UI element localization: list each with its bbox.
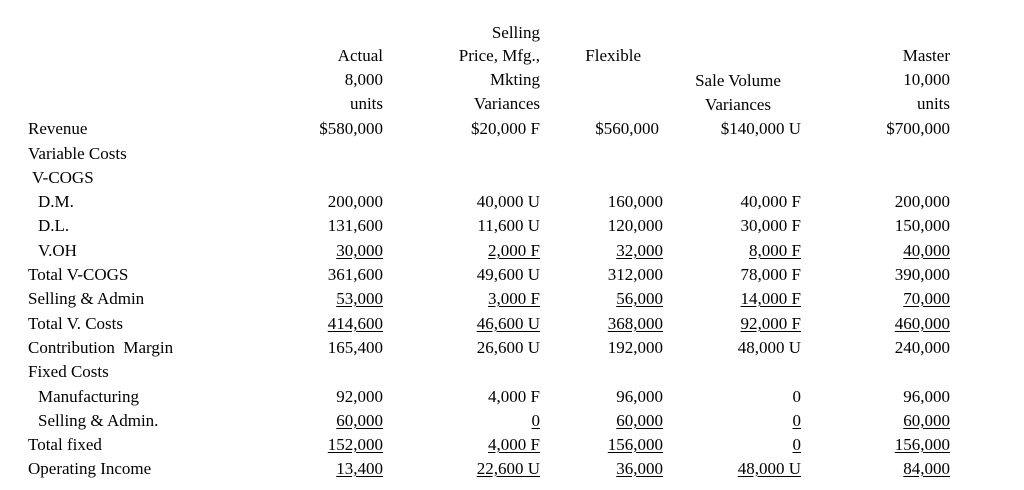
header-actual-line1: Actual <box>337 46 383 65</box>
cell-svv: 48,000 U <box>737 338 801 357</box>
cell-actual: 13,400 <box>336 459 383 478</box>
header-spv-line4: Variances <box>473 94 540 113</box>
cell-flexible: 96,000 <box>616 387 663 406</box>
cell-flexible: 32,000 <box>616 241 663 260</box>
cell-spv: 2,000 F <box>488 241 540 260</box>
cell-flexible: 120,000 <box>607 216 663 235</box>
cell-spv: 4,000 F <box>488 387 540 406</box>
cell-spv: 4,000 F <box>488 435 540 454</box>
cell-master: 156,000 <box>894 435 950 454</box>
cell-actual: 30,000 <box>336 241 383 260</box>
cell-actual: 361,600 <box>327 265 383 284</box>
header-master-line1: Master <box>902 46 950 65</box>
cell-svv: 8,000 F <box>749 241 801 260</box>
cell-spv: 46,600 U <box>476 314 540 333</box>
cell-flexible: $560,000 <box>595 119 659 138</box>
cell-spv: 26,600 U <box>476 338 540 357</box>
row-label-variable-costs: Variable Costs <box>28 144 127 163</box>
cell-spv: 49,600 U <box>476 265 540 284</box>
cell-master: 240,000 <box>894 338 950 357</box>
header-flexible: Flexible <box>585 46 641 65</box>
cell-master: 60,000 <box>903 411 950 430</box>
cell-flexible: 36,000 <box>616 459 663 478</box>
cell-spv: 11,600 U <box>477 216 540 235</box>
row-label-vcogs: V-COGS <box>28 168 94 187</box>
cell-svv: 92,000 F <box>740 314 801 333</box>
cell-svv: 14,000 F <box>740 289 801 308</box>
row-label-voh: V.OH <box>38 241 77 260</box>
row-label-dm: D.M. <box>38 192 74 211</box>
cell-flexible: 60,000 <box>616 411 663 430</box>
cell-flexible: 192,000 <box>607 338 663 357</box>
cell-master: 40,000 <box>903 241 950 260</box>
cell-actual: 414,600 <box>327 314 383 333</box>
header-actual-line2: 8,000 <box>344 70 383 89</box>
header-svv-line2: Variances <box>704 95 772 114</box>
header-spv-line1: Selling <box>491 23 540 42</box>
header-spv-line2: Price, Mfg., <box>458 46 540 65</box>
row-label-total-v-costs: Total V. Costs <box>28 314 124 333</box>
cell-master: 70,000 <box>903 289 950 308</box>
row-label-operating-income: Operating Income <box>28 459 152 478</box>
cell-flexible: 312,000 <box>607 265 663 284</box>
cell-flexible: 56,000 <box>616 289 663 308</box>
cell-svv: 30,000 F <box>740 216 801 235</box>
cell-master: 460,000 <box>894 314 950 333</box>
cell-actual: 165,400 <box>327 338 383 357</box>
cell-flexible: 368,000 <box>607 314 663 333</box>
row-label-selling-admin: Selling & Admin <box>28 289 145 308</box>
cell-svv: 0 <box>792 435 801 454</box>
cell-spv: 3,000 F <box>488 289 540 308</box>
cell-svv: 0 <box>792 387 801 406</box>
cell-svv: $140,000 U <box>720 119 801 138</box>
cell-spv: $20,000 F <box>471 119 540 138</box>
cell-master: 390,000 <box>894 265 950 284</box>
row-label-total-vcogs: Total V-COGS <box>28 265 129 284</box>
cell-master: 84,000 <box>903 459 950 478</box>
header-spv-line3: Mkting <box>489 70 540 89</box>
cell-actual: 53,000 <box>336 289 383 308</box>
row-label-revenue: Revenue <box>28 119 88 138</box>
cell-flexible: 160,000 <box>607 192 663 211</box>
header-actual-line3: units <box>349 94 383 113</box>
cell-actual: 60,000 <box>336 411 383 430</box>
header-master-line3: units <box>916 94 950 113</box>
row-label-selling-admin-fixed: Selling & Admin. <box>38 411 159 430</box>
cell-master: 150,000 <box>894 216 950 235</box>
cell-master: $700,000 <box>886 119 950 138</box>
row-label-contribution-margin: Contribution Margin <box>28 338 174 357</box>
cell-actual: 92,000 <box>336 387 383 406</box>
cell-spv: 22,600 U <box>476 459 540 478</box>
row-label-dl: D.L. <box>38 216 70 235</box>
cell-svv: 40,000 F <box>740 192 801 211</box>
cell-actual: 200,000 <box>327 192 383 211</box>
cell-spv: 0 <box>531 411 540 430</box>
cell-actual: $580,000 <box>319 119 383 138</box>
cell-svv: 48,000 U <box>737 459 801 478</box>
cell-master: 96,000 <box>903 387 950 406</box>
row-label-total-fixed: Total fixed <box>28 435 102 454</box>
cell-actual: 131,600 <box>327 216 383 235</box>
cell-svv: 78,000 F <box>740 265 801 284</box>
header-svv-line1: Sale Volume <box>695 71 781 90</box>
header-master-line2: 10,000 <box>903 70 950 89</box>
cell-flexible: 156,000 <box>607 435 663 454</box>
cell-master: 200,000 <box>894 192 950 211</box>
row-label-manufacturing: Manufacturing <box>38 387 140 406</box>
cell-spv: 40,000 U <box>476 192 540 211</box>
cell-actual: 152,000 <box>327 435 383 454</box>
cell-svv: 0 <box>792 411 801 430</box>
row-label-fixed-costs: Fixed Costs <box>28 362 109 381</box>
